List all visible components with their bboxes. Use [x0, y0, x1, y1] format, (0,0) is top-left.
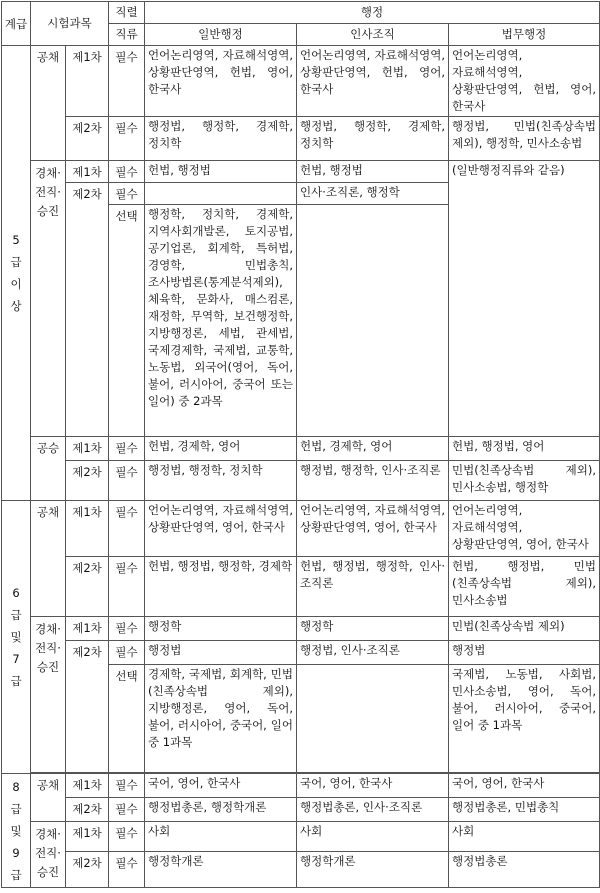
grade89-gongchae-second-legal: 행정법총론, 민법총칙 — [449, 798, 600, 822]
grade67-gongchae-first-legal: 언어논리영역, 자료해석영역, 상황판단영역, 영어, 한국사 — [449, 501, 600, 557]
stage-second: 제2차 — [66, 117, 109, 161]
grade89-gyeongchae-second-personnel: 행정학개론 — [297, 852, 449, 888]
grade67-label: 6급및7급 — [2, 501, 31, 774]
kind-required: 필수 — [109, 46, 145, 117]
grade89-gongchae-first-legal: 국어, 영어, 한국사 — [449, 774, 600, 798]
grade67-gongchae-second-personnel: 헌법, 행정법, 행정학, 인사·조직론 — [297, 557, 449, 617]
grade67-gongchae-second-legal: 헌법, 행정법, 민법(친족상속법 제외), 민사소송법 — [449, 557, 600, 617]
grade5-gongseung-second-personnel: 행정법, 행정학, 인사·조직론 — [297, 461, 449, 501]
kind-required: 필수 — [109, 852, 145, 888]
grade5-gongchae-first-legal: 언어논리영역, 자료해석영역, 상황판단영역, 헌법, 영어, 한국사 — [449, 46, 600, 117]
stage-second: 제2차 — [66, 798, 109, 822]
grade67-gyeongchae-second-elective-personnel — [297, 665, 449, 773]
grade67-gongchae-label: 공채 — [31, 501, 66, 617]
grade5-gyeongchae-second-req-general — [145, 183, 297, 205]
header-subject: 시험과목 — [31, 2, 109, 46]
kind-required: 필수 — [109, 798, 145, 822]
grade67-gyeongchae-label: 경채·전직·승진 — [31, 617, 66, 773]
grade89-gyeongchae-first-personnel: 사회 — [297, 822, 449, 852]
kind-required: 필수 — [109, 461, 145, 501]
grade67-gyeongchae-second-elective-general: 경제학, 국제법, 회계학, 민법(친족상속법 제외), 지방행정론, 영어, 독어, 불어, 러시아어, 중국어, 일어 중 1과목 — [145, 665, 297, 773]
grade5-gyeongchae-legal-same: (일반행정직류와 같음) — [449, 161, 600, 437]
stage-second: 제2차 — [66, 461, 109, 501]
header-grade: 계급 — [2, 2, 31, 46]
grade67-gongchae-first-general: 언어논리영역, 자료해석영역, 상황판단영역, 영어, 한국사 — [145, 501, 297, 557]
grade89-gongchae-second-general: 행정법총론, 행정학개론 — [145, 798, 297, 822]
grade67-gyeongchae-first-personnel: 행정학 — [297, 617, 449, 641]
grade89-gyeongchae-first-general: 사회 — [145, 822, 297, 852]
grade5-gyeongchae-second-elective-personnel-empty — [297, 205, 449, 437]
grade5-gongseung-first-legal: 헌법, 행정법, 영어 — [449, 437, 600, 461]
grade5-gongchae-second-general: 행정법, 행정학, 경제학, 정치학 — [145, 117, 297, 161]
grade89-gyeongchae-second-general: 행정학개론 — [145, 852, 297, 888]
stage-second: 제2차 — [66, 183, 109, 437]
header-haengjeong: 행정 — [145, 2, 600, 24]
header-col-legal: 법무행정 — [449, 24, 600, 46]
grade67-gyeongchae-second-req-general: 행정법 — [145, 641, 297, 665]
grade89-gongchae-first-general: 국어, 영어, 한국사 — [145, 774, 297, 798]
grade67-gongchae-second-general: 헌법, 행정법, 행정학, 경제학 — [145, 557, 297, 617]
exam-subjects-table — [1, 1, 600, 888]
header-jikryeol: 직렬 — [109, 2, 145, 24]
grade5-gongseung-label: 공승 — [31, 437, 66, 501]
grade5-gongseung-second-general: 행정법, 행정학, 정치학 — [145, 461, 297, 501]
stage-first: 제1차 — [66, 822, 109, 852]
grade67-gongchae-first-personnel: 언어논리영역, 자료해석영역, 상황판단영역, 영어, 한국사 — [297, 501, 449, 557]
grade5-gyeongchae-first-personnel: 헌법, 행정법 — [297, 161, 449, 183]
grade5-gongseung-first-personnel: 헌법, 경제학, 영어 — [297, 437, 449, 461]
grade67-gyeongchae-second-req-personnel: 행정법, 인사·조직론 — [297, 641, 449, 665]
grade5-gongseung-first-general: 헌법, 경제학, 영어 — [145, 437, 297, 461]
stage-first: 제1차 — [66, 161, 109, 183]
grade89-gongchae-second-personnel: 행정법총론, 인사·조직론 — [297, 798, 449, 822]
kind-required: 필수 — [109, 501, 145, 557]
stage-first: 제1차 — [66, 437, 109, 461]
kind-required: 필수 — [109, 183, 145, 205]
grade5-gongchae-label: 공채 — [31, 46, 66, 161]
grade5-gongseung-second-legal: 민법(친족상속법 제외), 민사소송법, 행정학 — [449, 461, 600, 501]
grade89-gyeongchae-second-legal: 행정법총론 — [449, 852, 600, 888]
grade5-gongchae-second-personnel: 행정법, 행정학, 경제학, 정치학 — [297, 117, 449, 161]
stage-second: 제2차 — [66, 641, 109, 773]
grade5-gyeongchae-second-elective: 행정학, 정치학, 경제학, 지역사회개발론, 토지공법, 공기업론, 회계학, 특허법, 경영학, 민법총칙, 조사방법론(통계분석제외), 체육학, 문화사, 매스컴론, 재정학, 무역학, 보건행정학, 지방행정론, 세법, 관세법, 국제경제학, 국제법, 교통학, 노동법, 외국어(영어, 독어, 불어, 러시아어, 중국어 또는 일어) 중 2과목 — [145, 205, 297, 437]
grade67-gyeongchae-second-elective-legal: 국제법, 노동법, 사회법, 민사소송법, 영어, 독어, 불어, 러시아어, 중국어, 일어 중 1과목 — [449, 665, 600, 773]
kind-required: 필수 — [109, 437, 145, 461]
header-col-general: 일반행정 — [145, 24, 297, 46]
grade89-gyeongchae-first-legal: 사회 — [449, 822, 600, 852]
grade67-gyeongchae-second-req-legal: 행정법 — [449, 641, 600, 665]
kind-required: 필수 — [109, 117, 145, 161]
grade67-gyeongchae-first-legal: 민법(친족상속법 제외) — [449, 617, 600, 641]
stage-first: 제1차 — [66, 774, 109, 798]
kind-elective: 선택 — [109, 205, 145, 437]
kind-required: 필수 — [109, 641, 145, 665]
header-col-personnel: 인사조직 — [297, 24, 449, 46]
kind-required: 필수 — [109, 774, 145, 798]
grade89-gyeongchae-label: 경채·전직·승진 — [31, 822, 66, 888]
stage-first: 제1차 — [66, 46, 109, 117]
stage-second: 제2차 — [66, 557, 109, 617]
stage-second: 제2차 — [66, 852, 109, 888]
kind-elective: 선택 — [109, 665, 145, 773]
grade89-label: 8급및9급 — [2, 774, 31, 888]
grade5-label: 5급이상 — [2, 46, 31, 501]
kind-required: 필수 — [109, 822, 145, 852]
grade5-gongchae-second-legal: 행정법, 민법(친족상속법 제외), 행정학, 민사소송법 — [449, 117, 600, 161]
grade5-gongchae-first-personnel: 언어논리영역, 자료해석영역, 상황판단영역, 헌법, 영어, 한국사 — [297, 46, 449, 117]
stage-first: 제1차 — [66, 617, 109, 641]
kind-required: 필수 — [109, 161, 145, 183]
grade5-gongchae-first-general: 언어논리영역, 자료해석영역, 상황판단영역, 헌법, 영어, 한국사 — [145, 46, 297, 117]
kind-required: 필수 — [109, 617, 145, 641]
grade89-gongchae-first-personnel: 국어, 영어, 한국사 — [297, 774, 449, 798]
grade5-gyeongchae-label: 경채·전직·승진 — [31, 161, 66, 437]
header-jikryu: 직류 — [109, 24, 145, 46]
grade5-gyeongchae-first-general: 헌법, 행정법 — [145, 161, 297, 183]
grade67-gyeongchae-first-general: 행정학 — [145, 617, 297, 641]
grade89-gongchae-label: 공채 — [31, 774, 66, 822]
kind-required: 필수 — [109, 557, 145, 617]
stage-first: 제1차 — [66, 501, 109, 557]
grade5-gyeongchae-second-req-personnel: 인사·조직론, 행정학 — [297, 183, 449, 205]
